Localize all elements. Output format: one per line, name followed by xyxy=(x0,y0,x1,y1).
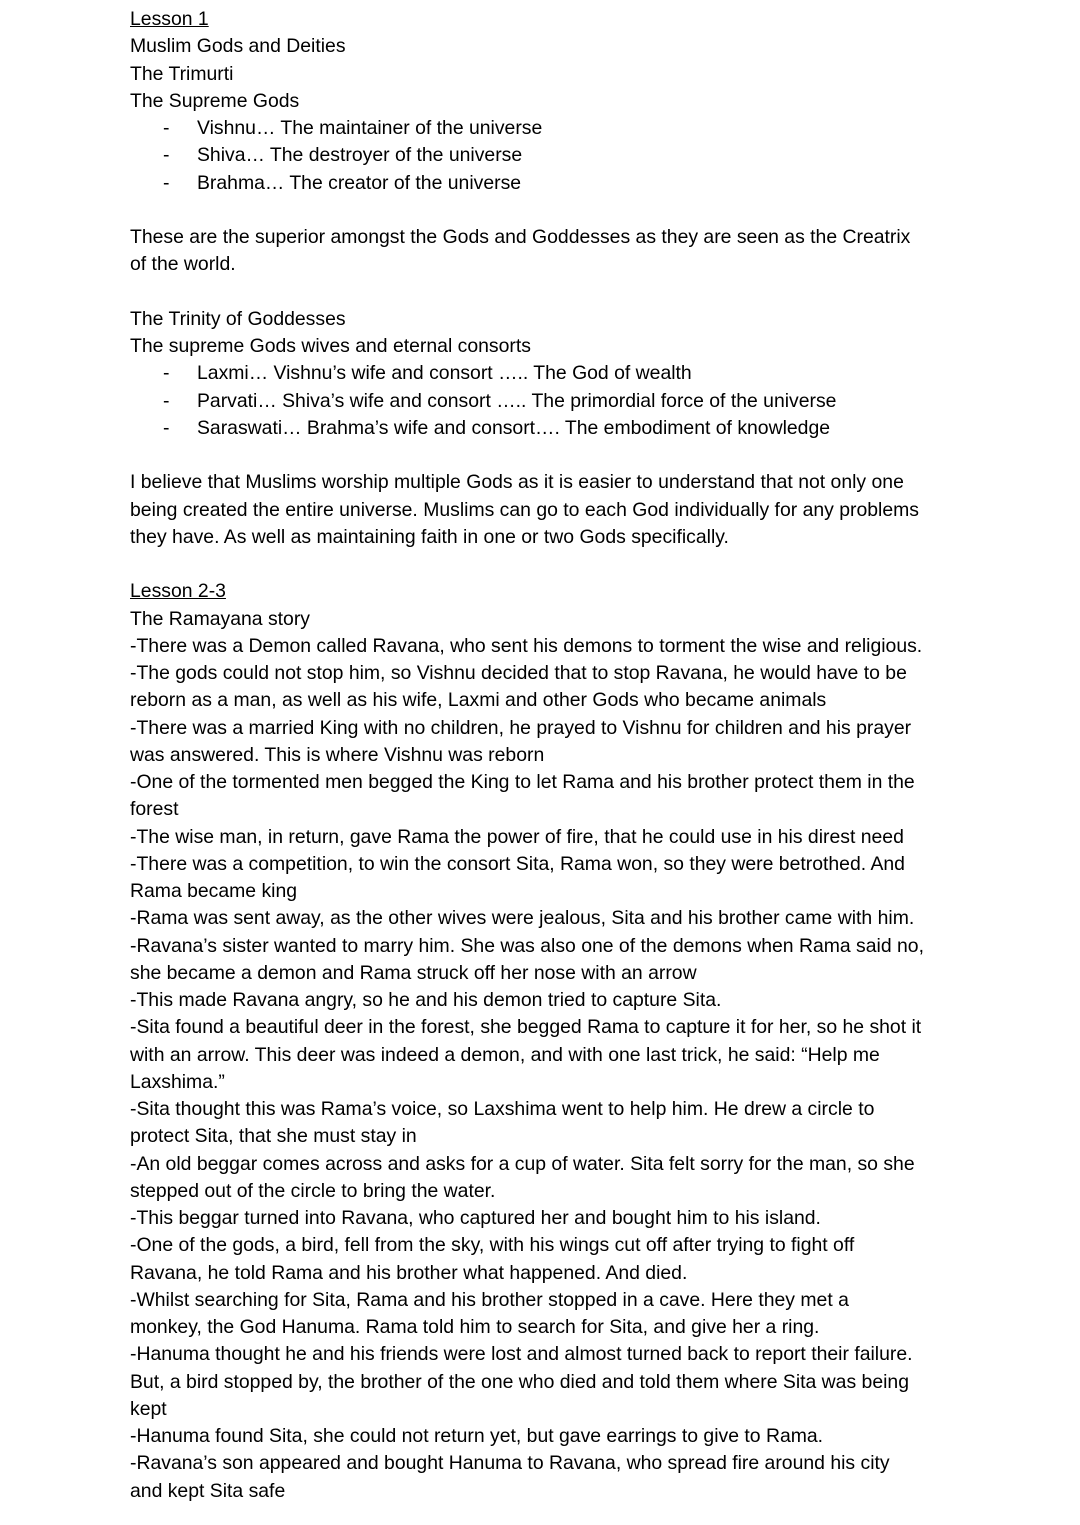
text-line: -Ravana’s son appeared and bought Hanuma to Ravana, who spread fire around his city xyxy=(130,1452,890,1475)
bullet-dash-icon: - xyxy=(163,117,170,139)
blank-line xyxy=(130,197,950,224)
text-line: The Supreme Gods xyxy=(130,89,300,112)
bullet-text: Parvati… Shiva’s wife and consort ….. The primordial force of the universe xyxy=(197,389,837,412)
text-line: -Hanuma found Sita, she could not return yet, but gave earrings to give to Rama. xyxy=(130,1425,824,1447)
text-line: was answered. This is where Vishnu was reborn xyxy=(130,743,545,766)
bullet-text: Vishnu… The maintainer of the universe xyxy=(197,117,543,139)
bullet-item xyxy=(130,170,950,197)
text-line: -One of the tormented men begged the King to let Rama and his brother protect them in the xyxy=(130,771,915,793)
text-line: -Hanuma thought he and his friends were lost and almost turned back to report their failure. xyxy=(130,1343,913,1366)
bullet-item xyxy=(130,415,950,442)
text-line: -Rama was sent away, as the other wives were jealous, Sita and his brother came with him. xyxy=(130,907,915,930)
bullet-dash-icon: - xyxy=(163,416,170,439)
text-line: -Whilst searching for Sita, Rama and his brother stopped in a cave. Here they met a xyxy=(130,1288,849,1311)
bullet-dash-icon: - xyxy=(163,144,170,167)
bullet-dash-icon: - xyxy=(163,389,170,412)
text-line: monkey, the God Hanuma. Rama told him to search for Sita, and give her a ring. xyxy=(130,1316,820,1338)
text-line: Rama became king xyxy=(130,880,298,902)
text-line: -There was a competition, to win the consort Sita, Rama won, so they were betrothed. And xyxy=(130,852,905,875)
text-line: reborn as a man, as well as his wife, Laxmi and other Gods who became animals xyxy=(130,689,827,712)
text-line: -This beggar turned into Ravana, who captured her and bought him to his island. xyxy=(130,1207,821,1229)
text-line: with an arrow. This deer was indeed a demon, and with one last trick, he said: “Help me xyxy=(130,1043,880,1066)
bullet-item xyxy=(130,142,950,169)
bullet-dash-icon: - xyxy=(163,362,170,385)
text-line: But, a bird stopped by, the brother of the one who died and told them where Sita was being xyxy=(130,1370,909,1393)
blank-line xyxy=(130,279,950,306)
text-line: The Trinity of Goddesses xyxy=(130,307,346,330)
text-line: Laxshima.” xyxy=(130,1070,225,1093)
text-line: kept xyxy=(130,1397,167,1420)
text-line: The Trimurti xyxy=(130,62,234,85)
bullet-item xyxy=(130,360,950,387)
text-line: Ravana, he told Rama and his brother what happened. And died. xyxy=(130,1261,688,1284)
text-line: -Sita thought this was Rama’s voice, so Laxshima went to help him. He drew a circle to xyxy=(130,1098,875,1120)
text-line: The supreme Gods wives and eternal consorts xyxy=(130,335,531,357)
bullet-item xyxy=(130,115,950,142)
text-line: she became a demon and Rama struck off her nose with an arrow xyxy=(130,961,697,984)
bullet-text: Saraswati… Brahma’s wife and consort…. The embodiment of knowledge xyxy=(197,416,831,439)
text-line: -One of the gods, a bird, fell from the sky, with his wings cut off after trying to fight off xyxy=(130,1234,855,1257)
text-line: -Sita found a beautiful deer in the forest, she begged Rama to capture it for her, so he shot it xyxy=(130,1016,922,1039)
text-line: and kept Sita safe xyxy=(130,1479,286,1502)
text-line: Muslim Gods and Deities xyxy=(130,35,346,58)
bullet-dash-icon: - xyxy=(163,171,170,194)
blank-line xyxy=(130,551,950,578)
text-line: -Ravana’s sister wanted to marry him. She was also one of the demons when Rama said no, xyxy=(130,934,924,957)
text-line: -This made Ravana angry, so he and his demon tried to capture Sita. xyxy=(130,989,722,1011)
bullet-text: Shiva… The destroyer of the universe xyxy=(197,144,523,167)
text-line: forest xyxy=(130,798,179,821)
section-heading: Lesson 2-3 xyxy=(130,580,226,603)
text-line: they have. As well as maintaining faith in one or two Gods specifically. xyxy=(130,525,729,548)
bullet-text: Brahma… The creator of the universe xyxy=(197,171,522,194)
text-line: -The wise man, in return, gave Rama the power of fire, that he could use in his direst need xyxy=(130,825,904,848)
bullet-text: Laxmi… Vishnu’s wife and consort ….. The God of wealth xyxy=(197,362,692,385)
text-line: of the world. xyxy=(130,253,236,276)
text-line: I believe that Muslims worship multiple Gods as it is easier to understand that not only one xyxy=(130,471,904,494)
blank-line xyxy=(130,442,950,469)
text-line: being created the entire universe. Muslims can go to each God individually for any problems xyxy=(130,498,919,521)
bullet-item xyxy=(130,388,950,415)
text-line: -An old beggar comes across and asks for a cup of water. Sita felt sorry for the man, so she xyxy=(130,1152,915,1175)
text-line: These are the superior amongst the Gods and Goddesses as they are seen as the Creatrix xyxy=(130,226,911,248)
text-line: protect Sita, that she must stay in xyxy=(130,1125,417,1148)
text-line: -There was a married King with no children, he prayed to Vishnu for children and his prayer xyxy=(130,716,912,739)
text-line: -There was a Demon called Ravana, who sent his demons to torment the wise and religious. xyxy=(130,634,923,657)
text-line: stepped out of the circle to bring the water. xyxy=(130,1179,496,1202)
section-heading: Lesson 1 xyxy=(130,8,209,30)
text-line: The Ramayana story xyxy=(130,607,310,630)
text-line: -The gods could not stop him, so Vishnu decided that to stop Ravana, he would have to be xyxy=(130,662,907,684)
